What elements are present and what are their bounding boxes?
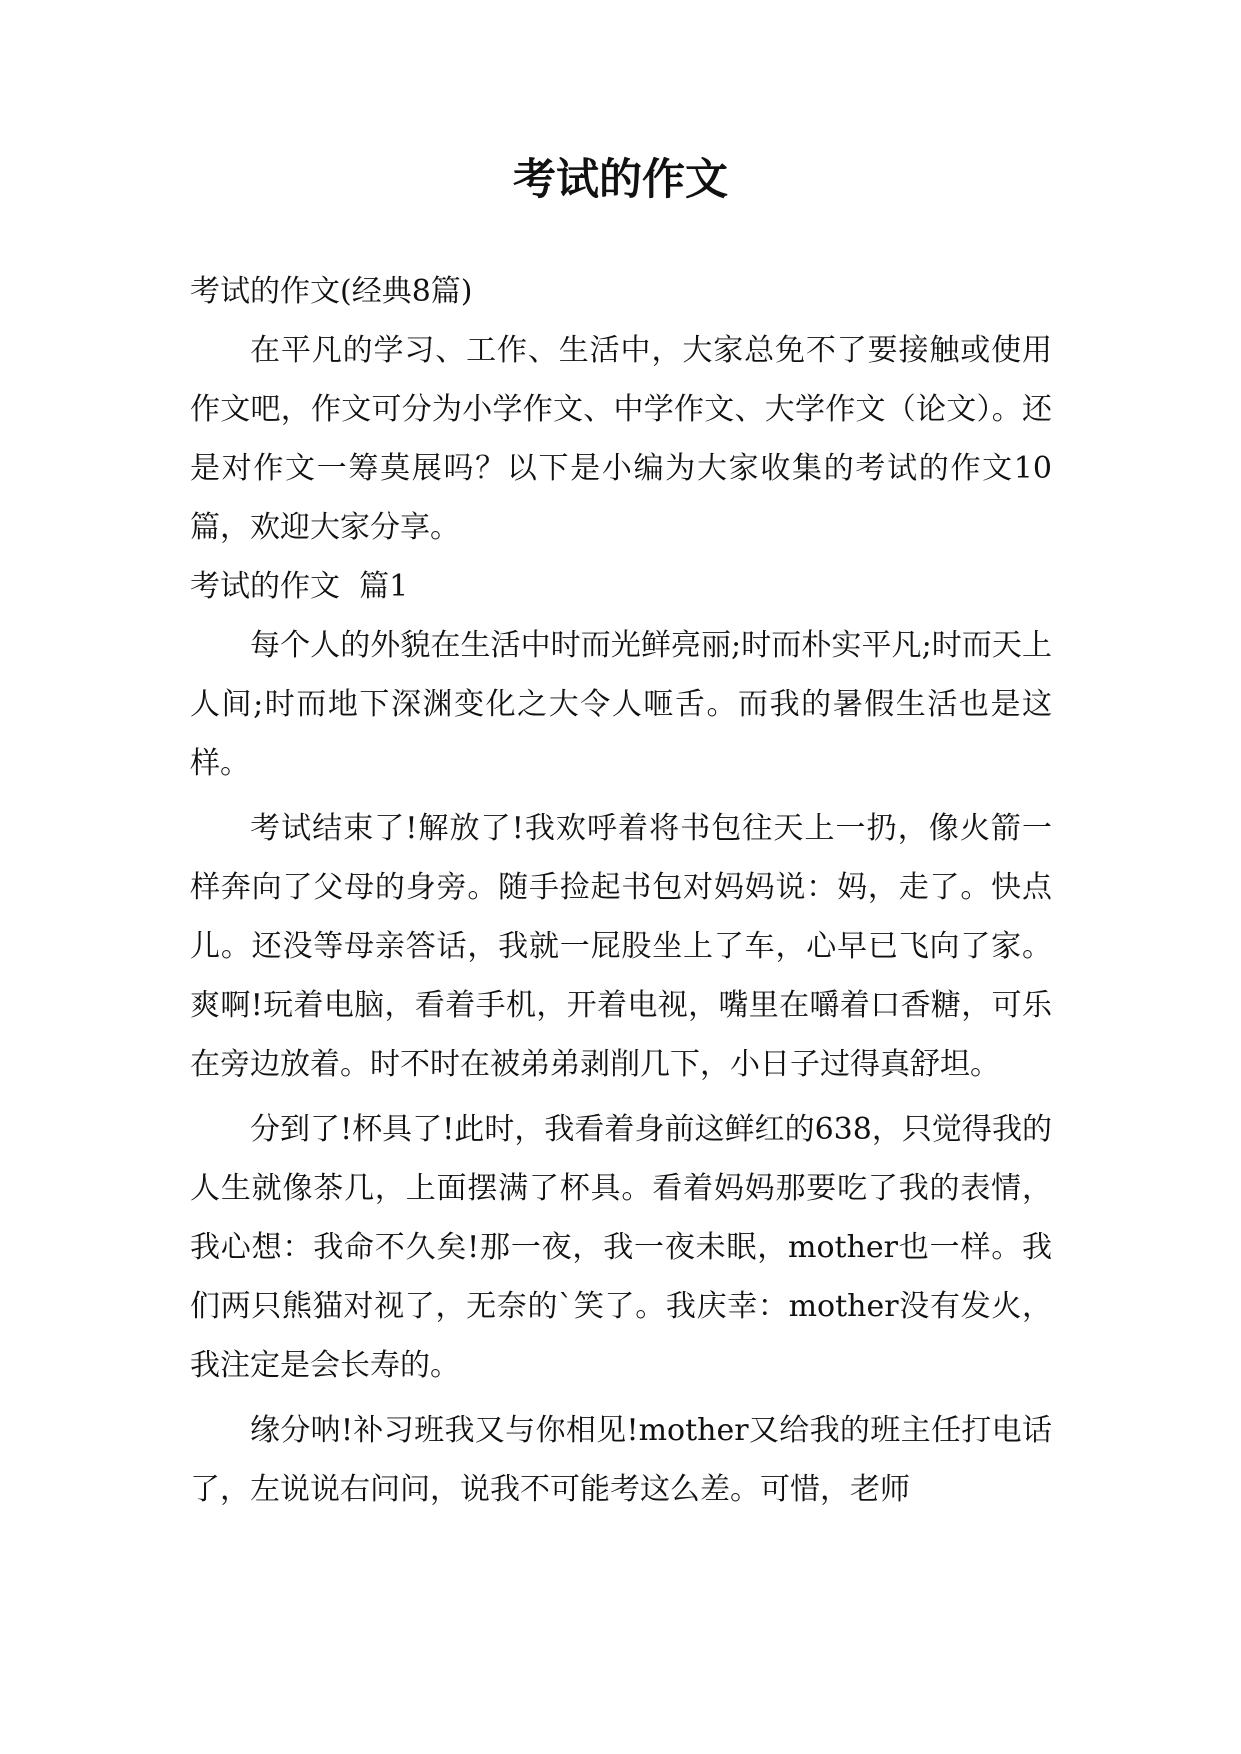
essay-paragraph: 每个人的外貌在生活中时而光鲜亮丽;时而朴实平凡;时而天上人间;时而地下深渊变化之大令人咂舌。而我的暑假生活也是这样。 [190,628,1052,781]
document-title: 考试的作文 [513,155,728,205]
essay-paragraph: 缘分呐!补习班我又与你相见!mother又给我的班主任打电话了，左说说右问问，说我不可能考这么差。可惜，老师 [190,1413,1052,1507]
essay-paragraph: 分到了!杯具了!此时，我看着身前这鲜红的638，只觉得我的人生就像茶几，上面摆满了杯具。看着妈妈那要吃了我的表情，我心想：我命不久矣!那一夜，我一夜未眠，mother也一样。我们两只熊猫对视了，无奈的`笑了。我庆幸：mother没有发火，我注定是会长寿的。 [190,1112,1052,1383]
essay-paragraph: 考试结束了!解放了!我欢呼着将书包往天上一扔，像火箭一样奔向了父母的身旁。随手捡起书包对妈妈说：妈，走了。快点儿。还没等母亲答话，我就一屁股坐上了车，心早已飞向了家。爽啊!玩着电脑，看着手机，开着电视，嘴里在嚼着口香糖，可乐在旁边放着。时不时在被弟弟剥削几下，小日子过得真舒坦。 [190,811,1052,1082]
section-heading: 考试的作文 篇1 [190,569,409,604]
document-subtitle: 考试的作文(经典8篇) [190,274,473,309]
document-body [190,262,1052,1519]
intro-paragraph: 在平凡的学习、工作、生活中，大家总免不了要接触或使用作文吧，作文可分为小学作文、中学作文、大学作文（论文）。还是对作文一筹莫展吗？以下是小编为大家收集的考试的作文10篇，欢迎大家分享。 [190,333,1052,545]
